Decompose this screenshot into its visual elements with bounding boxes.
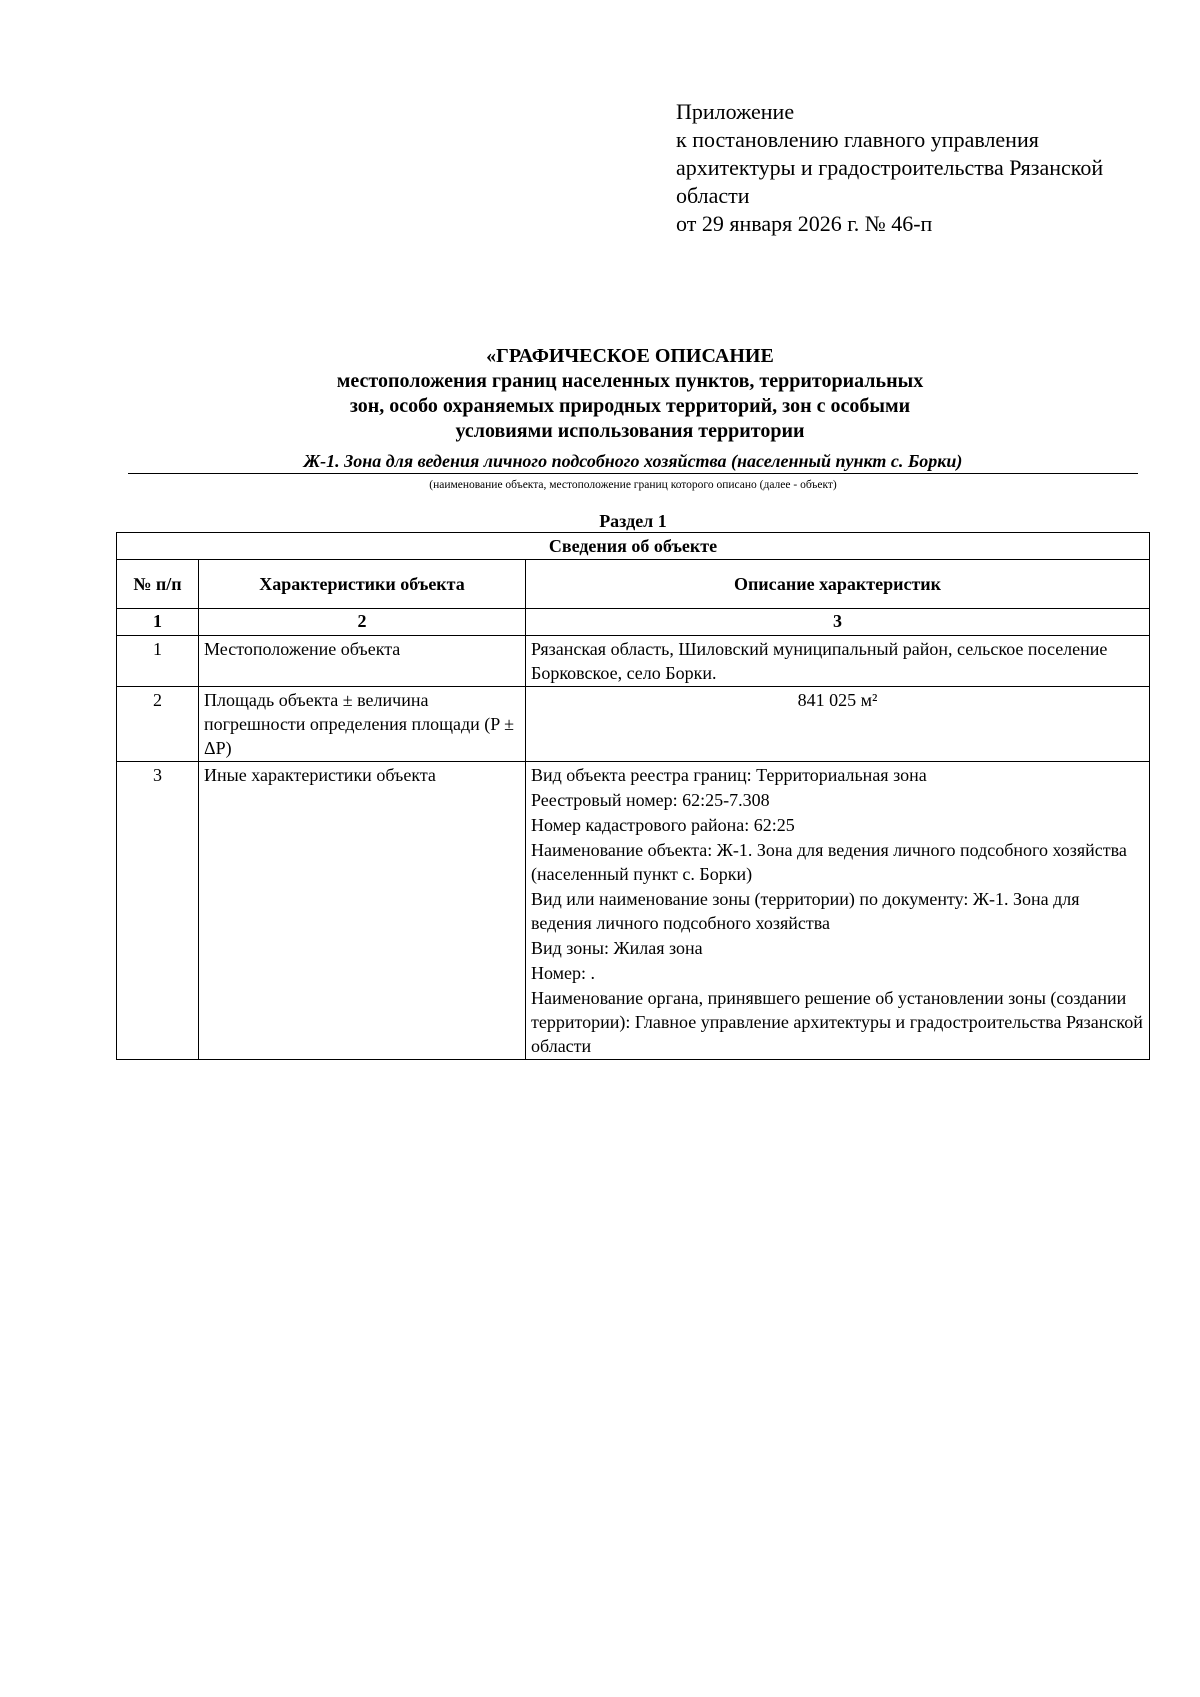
- description-line: Номер кадастрового района: 62:25: [531, 815, 795, 835]
- object-name-caption: (наименование объекта, местоположение границ которого описано (далее - объект): [429, 479, 837, 491]
- appendix-line: от 29 января 2026 г. № 46-п: [676, 211, 933, 236]
- description-line: Номер: .: [531, 963, 596, 983]
- description-line: Наименование органа, принявшего решение об установлении зоны (создании территории): Главное управление архитектуры и градостроительства Рязанской области: [531, 988, 1143, 1056]
- appendix-block: [676, 98, 1103, 238]
- column-index: 2: [199, 609, 526, 636]
- description-line: Вид объекта реестра границ: Территориальная зона: [531, 765, 927, 785]
- description-line: Вид зоны: Жилая зона: [531, 938, 703, 958]
- table-row: [117, 636, 1150, 687]
- row-description: [526, 687, 1150, 762]
- appendix-line: архитектуры и градостроительства Рязанской: [676, 155, 1104, 180]
- column-index: 1: [117, 609, 199, 636]
- object-info-table: [116, 532, 1150, 1060]
- row-description: [526, 636, 1150, 687]
- document-title: [130, 344, 1130, 444]
- table-header-row: [117, 560, 1150, 609]
- section-title: Раздел 1: [599, 511, 667, 531]
- object-name: Ж-1. Зона для ведения личного подсобного хозяйства (населенный пункт с. Борки): [128, 450, 1138, 474]
- row-number: 2: [117, 687, 199, 762]
- table-caption-row: [117, 533, 1150, 560]
- appendix-line: Приложение: [676, 99, 795, 124]
- document-title-line: условиями использования территории: [455, 420, 805, 442]
- row-characteristic: Площадь объекта ± величина погрешности определения площади (P ± ΔP): [199, 687, 526, 762]
- header-characteristics: Характеристики объекта: [199, 560, 526, 609]
- header-num: № п/п: [117, 560, 199, 609]
- document-title-line: «ГРАФИЧЕСКОЕ ОПИСАНИЕ: [486, 345, 774, 367]
- column-index-row: [117, 609, 1150, 636]
- appendix-line: к постановлению главного управления: [676, 127, 1039, 152]
- appendix-line: области: [676, 183, 750, 208]
- description-line: Наименование объекта: Ж-1. Зона для ведения личного подсобного хозяйства (населенный пункт с. Борки): [531, 840, 1127, 884]
- column-index: 3: [526, 609, 1150, 636]
- document-title-line: зон, особо охраняемых природных территорий, зон с особыми: [349, 395, 911, 417]
- row-number: 1: [117, 636, 199, 687]
- description-line: 841 025 м²: [797, 690, 878, 710]
- header-description: Описание характеристик: [526, 560, 1150, 609]
- row-number: 3: [117, 762, 199, 1060]
- description-line: Рязанская область, Шиловский муниципальный район, сельское поселение Борковское, село Борки.: [531, 639, 1108, 683]
- table-caption: Сведения об объекте: [117, 533, 1150, 560]
- row-description: [526, 762, 1150, 1060]
- row-characteristic: Иные характеристики объекта: [199, 762, 526, 1060]
- table-row: [117, 687, 1150, 762]
- row-characteristic: Местоположение объекта: [199, 636, 526, 687]
- document-title-line: местоположения границ населенных пунктов, территориальных: [336, 370, 924, 392]
- table-row: [117, 762, 1150, 1060]
- description-line: Реестровый номер: 62:25-7.308: [531, 790, 770, 810]
- description-line: Вид или наименование зоны (территории) по документу: Ж-1. Зона для ведения личного подсобного хозяйства: [531, 889, 1080, 933]
